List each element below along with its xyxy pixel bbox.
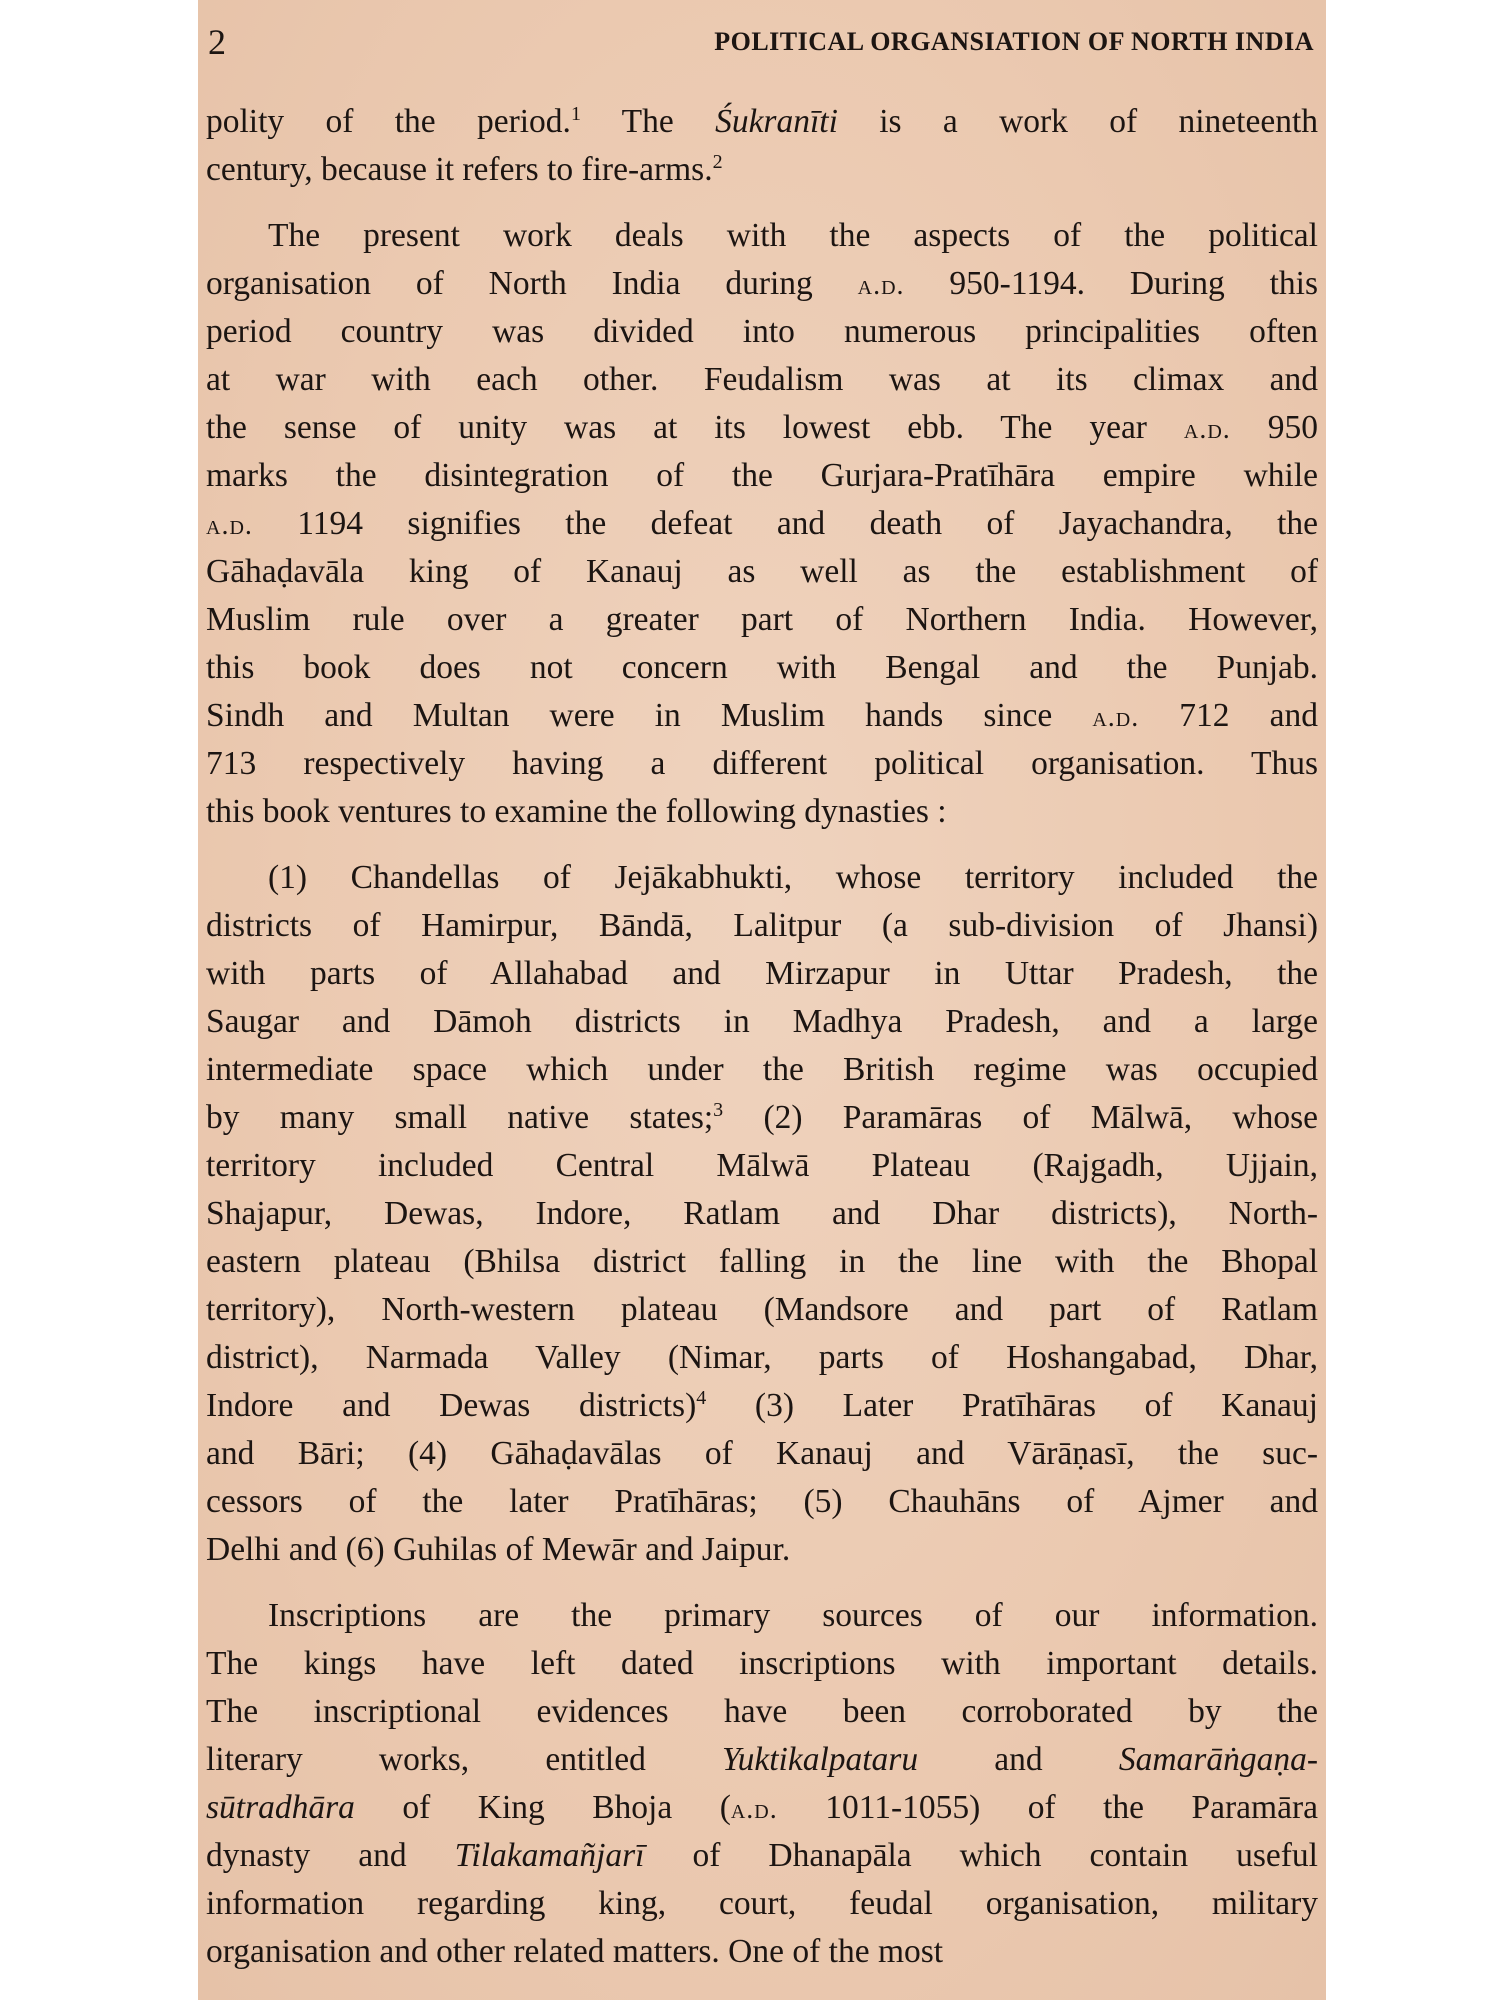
text-line [206,1334,1318,1382]
italic-title: sūtradhāra [206,1789,355,1826]
text-line [206,212,1318,260]
text-span: organisation and other related matters. One of the most [206,1933,944,1970]
text-span: by many small native states; [206,1099,714,1136]
text-span: information regarding king, court, feudal organisation, military [206,1885,1318,1922]
text-line [206,740,1318,788]
text-span: districts of Hamirpur, Bāndā, Lalitpur (a sub-division of Jhansi) [206,907,1318,944]
italic-title: Śukranīti [715,103,838,140]
text-span: and [918,1741,1119,1778]
text-span: the sense of unity was at its lowest ebb. The year [206,409,1184,446]
italic-title: Yuktikalpataru [722,1741,919,1778]
italic-title: Tilakamañjarī [454,1837,645,1874]
text-span: eastern plateau (Bhilsa district falling in the line with the Bhopal [206,1243,1318,1280]
text-line [206,98,1318,146]
text-line [206,788,1318,836]
paragraph-gap [206,194,1318,212]
text-line [206,1094,1318,1142]
text-span: dynasty and [206,1837,455,1874]
text-span: The [580,103,716,140]
text-line [206,998,1318,1046]
text-span: 1011-1055) of the Paramāra [777,1789,1318,1826]
text-line [206,1784,1318,1832]
text-line [206,1688,1318,1736]
text-line [206,1592,1318,1640]
text-line [206,1430,1318,1478]
text-line [206,902,1318,950]
text-span: of King Bhoja ( [354,1789,731,1826]
paragraph [206,854,1318,1574]
text-line [206,1832,1318,1880]
era-abbrev: a.d. [857,270,905,301]
text-span: (3) Later Pratīhāras of Kanauj [706,1387,1318,1424]
text-span: at war with each other. Feudalism was at its climax and [206,361,1318,398]
running-head: POLITICAL ORGANSIATION OF NORTH INDIA [714,27,1314,56]
text-span: Shajapur, Dewas, Indore, Ratlam and Dhar districts), North- [206,1195,1318,1232]
text-span: 1194 signifies the defeat and death of Jayachandra, the [252,505,1318,542]
text-span: Indore and Dewas districts) [206,1387,697,1424]
book-page [198,0,1326,2000]
text-span: this book does not concern with Bengal and the Punjab. [206,649,1318,686]
text-span: (2) Paramāras of Mālwā, whose [723,1099,1318,1136]
text-span: with parts of Allahabad and Mirzapur in Uttar Pradesh, the [206,955,1318,992]
text-span: district), Narmada Valley (Nimar, parts of Hoshangabad, Dhar, [206,1339,1318,1376]
text-span: Inscriptions are the primary sources of our information. [268,1597,1318,1634]
text-line [206,1880,1318,1928]
text-line [206,1190,1318,1238]
text-span: 713 respectively having a different political organisation. Thus [206,745,1318,782]
text-line [206,500,1318,548]
paragraph [206,212,1318,836]
text-span: marks the disintegration of the Gurjara-Pratīhāra empire while [206,457,1318,494]
text-span: 950 [1230,409,1319,446]
era-abbrev: a.d. [730,1794,778,1825]
paragraph-gap [206,1574,1318,1592]
text-span: Delhi and (6) Guhilas of Mewār and Jaipur. [206,1531,791,1568]
text-span: period country was divided into numerous principalities often [206,313,1318,350]
era-abbrev: a.d. [1092,702,1140,733]
text-line [206,854,1318,902]
text-line [206,1640,1318,1688]
text-line [206,596,1318,644]
text-line [206,1928,1318,1976]
footnote-ref: 4 [696,1386,707,1409]
text-line [206,452,1318,500]
italic-title: Samarāṅgaṇa- [1118,1741,1318,1778]
text-line [206,692,1318,740]
paragraph [206,1592,1318,1976]
era-abbrev: a.d. [1183,414,1231,445]
footnote-ref: 3 [713,1098,724,1121]
text-span: Saugar and Dāmoh districts in Madhya Pradesh, and a large [206,1003,1318,1040]
footnote-ref: 2 [712,150,723,173]
text-line [206,548,1318,596]
text-line [206,1046,1318,1094]
text-line [206,950,1318,998]
text-span: The kings have left dated inscriptions with important details. [206,1645,1318,1682]
text-span: cessors of the later Pratīhāras; (5) Chauhāns of Ajmer and [206,1483,1318,1520]
text-span: (1) Chandellas of Jejākabhukti, whose territory included the [268,859,1318,896]
text-line [206,1238,1318,1286]
text-span: 950-1194. During this [904,265,1318,302]
text-span: Gāhaḍavāla king of Kanauj as well as the establishment of [206,553,1318,590]
text-span: and Bāri; (4) Gāhaḍavālas of Kanauj and Vārāṇasī, the suc- [206,1435,1318,1472]
text-span: intermediate space which under the British regime was occupied [206,1051,1318,1088]
text-line [206,1526,1318,1574]
text-span: is a work of nineteenth [837,103,1318,140]
text-span: organisation of North India during [206,265,858,302]
text-line [206,356,1318,404]
text-span: territory included Central Mālwā Plateau (Rajgadh, Ujjain, [206,1147,1318,1184]
text-span: The present work deals with the aspects of the political [268,217,1318,254]
text-span: Sindh and Multan were in Muslim hands since [206,697,1093,734]
text-span: literary works, entitled [206,1741,723,1778]
text-line [206,644,1318,692]
text-line [206,308,1318,356]
text-line [206,146,1318,194]
page-header [198,22,1326,62]
text-line [206,260,1318,308]
text-span: territory), North-western plateau (Mandsore and part of Ratlam [206,1291,1318,1328]
text-line [206,1142,1318,1190]
text-line [206,1478,1318,1526]
text-span: this book ventures to examine the following dynasties : [206,793,947,830]
text-span: 712 and [1139,697,1318,734]
text-line [206,1286,1318,1334]
paragraph-gap [206,836,1318,854]
text-span: century, because it refers to fire-arms. [206,151,713,188]
paragraph [206,98,1318,194]
era-abbrev: a.d. [206,510,253,541]
text-span: polity of the period. [206,103,571,140]
text-span: of Dhanapāla which contain useful [644,1837,1318,1874]
text-line [206,1382,1318,1430]
text-line [206,1736,1318,1784]
body-text [206,98,1318,1976]
text-span: The inscriptional evidences have been corroborated by the [206,1693,1318,1730]
text-line [206,404,1318,452]
page-number: 2 [208,22,226,62]
footnote-ref: 1 [570,102,581,125]
text-span: Muslim rule over a greater part of Northern India. However, [206,601,1318,638]
